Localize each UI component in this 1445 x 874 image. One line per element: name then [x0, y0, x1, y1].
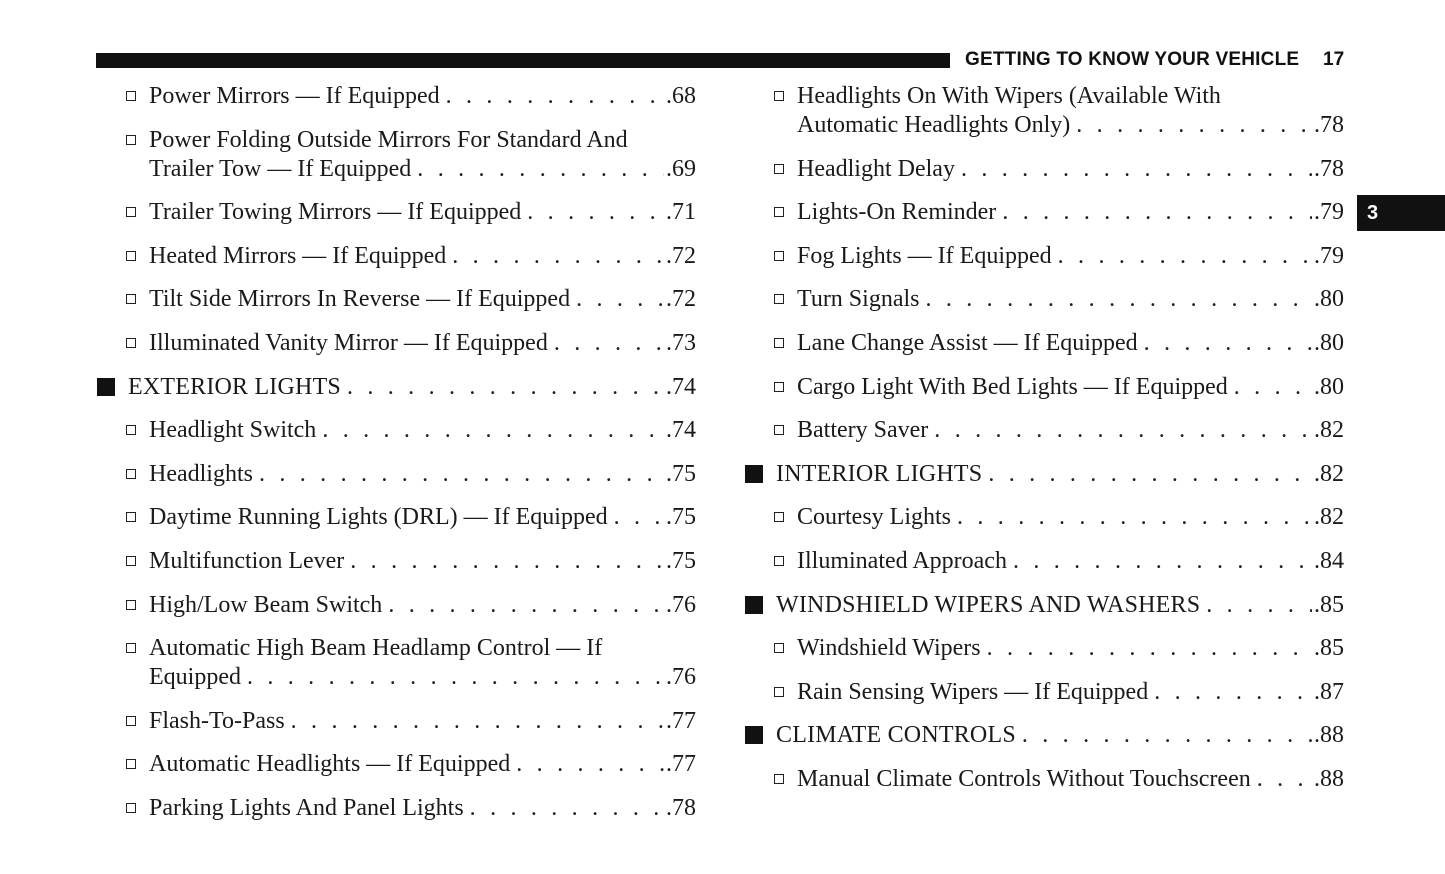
subsection-checkbox-icon [774, 91, 784, 101]
entry-page-number: .74 [666, 417, 696, 444]
toc-subsection-entry[interactable] [744, 416, 1344, 445]
entry-title: Heated Mirrors — If Equipped [149, 242, 447, 269]
entry-title-continued: Equipped [149, 664, 241, 691]
toc-subsection-entry[interactable] [744, 329, 1344, 358]
entry-page-number: .79 [1314, 242, 1344, 269]
dot-leader [934, 416, 1312, 445]
dot-leader [1013, 547, 1312, 576]
entry-page-number: .85 [1314, 591, 1344, 618]
dot-leader [925, 285, 1312, 314]
entry-page-number: .71 [666, 199, 696, 226]
dot-leader [987, 634, 1312, 663]
section-bullet-icon [745, 596, 763, 614]
entry-page-number: .73 [666, 329, 696, 356]
entry-title: Headlights On With Wipers (Available With [797, 83, 1221, 109]
section-bullet-icon [745, 726, 763, 744]
dot-leader [1076, 111, 1312, 140]
dot-leader [1144, 329, 1312, 358]
dot-leader [988, 460, 1312, 489]
dot-leader [1154, 678, 1312, 707]
chapter-number: 3 [1367, 202, 1379, 224]
dot-leader [576, 285, 664, 314]
toc-subsection-entry[interactable] [96, 591, 696, 620]
subsection-checkbox-icon [774, 774, 784, 784]
subsection-checkbox-icon [774, 425, 784, 435]
entry-page-number: .72 [666, 242, 696, 269]
entry-page-number: .72 [666, 286, 696, 313]
dot-leader [291, 707, 664, 736]
dot-leader [388, 591, 664, 620]
subsection-checkbox-icon [126, 425, 136, 435]
toc-subsection-entry[interactable] [744, 765, 1344, 794]
entry-page-number: .80 [1314, 329, 1344, 356]
dot-leader [247, 663, 664, 692]
section-bullet-icon [745, 465, 763, 483]
dot-leader [350, 547, 664, 576]
dot-leader [516, 750, 664, 779]
entry-page-number: .77 [666, 707, 696, 734]
toc-section-entry[interactable] [96, 373, 696, 402]
entry-title: WINDSHIELD WIPERS AND WASHERS [776, 591, 1201, 618]
subsection-checkbox-icon [126, 512, 136, 522]
entry-page-number: .68 [666, 83, 696, 109]
entry-title: Automatic High Beam Headlamp Control — If [149, 635, 603, 662]
toc-subsection-entry[interactable] [96, 547, 696, 576]
entry-title: Lane Change Assist — If Equipped [797, 329, 1138, 356]
entry-title: Parking Lights And Panel Lights [149, 794, 464, 821]
toc-subsection-entry[interactable] [744, 285, 1344, 314]
dot-leader [322, 416, 664, 445]
entry-title: Fog Lights — If Equipped [797, 242, 1052, 269]
entry-title: Automatic Headlights — If Equipped [149, 751, 511, 778]
subsection-checkbox-icon [774, 207, 784, 217]
chapter-tab [1357, 195, 1445, 231]
toc-subsection-entry[interactable] [96, 416, 696, 445]
dot-leader [259, 460, 664, 489]
toc-subsection-entry[interactable] [96, 126, 696, 184]
entry-title: INTERIOR LIGHTS [776, 460, 983, 487]
entry-page-number: .75 [666, 460, 696, 487]
subsection-checkbox-icon [774, 512, 784, 522]
entry-title: Turn Signals [797, 286, 920, 313]
subsection-checkbox-icon [126, 716, 136, 726]
toc-right-column [744, 82, 1344, 809]
entry-page-number: .79 [1314, 199, 1344, 226]
entry-title: Headlights [149, 460, 253, 487]
entry-page-number: .76 [666, 664, 696, 691]
header-rule [96, 53, 950, 68]
entry-title: Tilt Side Mirrors In Reverse — If Equipped [149, 286, 571, 313]
running-header-title: GETTING TO KNOW YOUR VEHICLE [965, 49, 1300, 70]
toc-subsection-entry[interactable] [96, 503, 696, 532]
dot-leader [961, 155, 1312, 184]
entry-page-number: .75 [666, 547, 696, 574]
subsection-checkbox-icon [774, 687, 784, 697]
toc-subsection-entry[interactable] [96, 285, 696, 314]
subsection-checkbox-icon [774, 556, 784, 566]
toc-subsection-entry[interactable] [96, 750, 696, 779]
entry-title: Rain Sensing Wipers — If Equipped [797, 678, 1149, 705]
section-bullet-icon [97, 378, 115, 396]
entry-page-number: .85 [1314, 635, 1344, 662]
toc-subsection-entry[interactable] [744, 547, 1344, 576]
subsection-checkbox-icon [774, 382, 784, 392]
entry-title: Cargo Light With Bed Lights — If Equipped [797, 373, 1228, 400]
entry-page-number: .82 [1314, 460, 1344, 487]
toc-subsection-entry[interactable] [96, 82, 696, 111]
entry-title: EXTERIOR LIGHTS [128, 373, 341, 400]
toc-subsection-entry[interactable] [96, 707, 696, 736]
subsection-checkbox-icon [126, 803, 136, 813]
toc-section-entry[interactable] [744, 591, 1344, 620]
dot-leader [957, 503, 1312, 532]
entry-page-number: .80 [1314, 373, 1344, 400]
entry-title: Illuminated Approach [797, 547, 1007, 574]
toc-subsection-entry[interactable] [744, 155, 1344, 184]
entry-title: High/Low Beam Switch [149, 591, 383, 618]
toc-subsection-entry[interactable] [744, 634, 1344, 663]
dot-leader [1257, 765, 1312, 794]
toc-subsection-entry[interactable] [96, 329, 696, 358]
entry-title-continued: Automatic Headlights Only) [797, 112, 1071, 138]
entry-title: Manual Climate Controls Without Touchscreen [797, 765, 1251, 792]
subsection-checkbox-icon [126, 294, 136, 304]
dot-leader [470, 794, 664, 823]
subsection-checkbox-icon [126, 251, 136, 261]
toc-subsection-entry[interactable] [744, 503, 1344, 532]
entry-title: Lights-On Reminder [797, 199, 997, 226]
subsection-checkbox-icon [774, 164, 784, 174]
entry-title: Illuminated Vanity Mirror — If Equipped [149, 329, 548, 356]
subsection-checkbox-icon [126, 600, 136, 610]
entry-page-number: .74 [666, 373, 696, 400]
entry-title: Windshield Wipers [797, 635, 981, 662]
toc-subsection-entry[interactable] [744, 198, 1344, 227]
toc-subsection-entry[interactable] [96, 460, 696, 489]
entry-page-number: .87 [1314, 678, 1344, 705]
subsection-checkbox-icon [774, 294, 784, 304]
entry-page-number: .80 [1314, 286, 1344, 313]
entry-page-number: .69 [666, 155, 696, 182]
dot-leader [446, 82, 664, 111]
dot-leader [1206, 591, 1312, 620]
toc-subsection-entry[interactable] [96, 634, 696, 692]
entry-page-number: .78 [666, 794, 696, 821]
entry-title: CLIMATE CONTROLS [776, 722, 1016, 749]
entry-title: Power Folding Outside Mirrors For Standard And [149, 126, 628, 153]
entry-title: Trailer Towing Mirrors — If Equipped [149, 199, 522, 226]
dot-leader [452, 242, 664, 271]
entry-title: Battery Saver [797, 417, 929, 444]
entry-title: Headlight Delay [797, 155, 955, 182]
subsection-checkbox-icon [126, 338, 136, 348]
entry-title: Power Mirrors — If Equipped [149, 83, 440, 109]
entry-page-number: .77 [666, 751, 696, 778]
toc-subsection-entry[interactable] [96, 242, 696, 271]
subsection-checkbox-icon [126, 207, 136, 217]
subsection-checkbox-icon [126, 556, 136, 566]
entry-title-continued: Trailer Tow — If Equipped [149, 155, 412, 182]
subsection-checkbox-icon [774, 643, 784, 653]
toc-section-entry[interactable] [744, 721, 1344, 750]
toc-subsection-entry[interactable] [96, 794, 696, 823]
subsection-checkbox-icon [126, 759, 136, 769]
entry-page-number: .78 [1314, 112, 1344, 138]
toc-section-entry[interactable] [744, 460, 1344, 489]
entry-title: Flash-To-Pass [149, 707, 285, 734]
dot-leader [554, 329, 664, 358]
dot-leader [347, 373, 664, 402]
entry-page-number: .76 [666, 591, 696, 618]
toc-subsection-entry[interactable] [744, 373, 1344, 402]
entry-page-number: .88 [1314, 722, 1344, 749]
dot-leader [1002, 198, 1312, 227]
subsection-checkbox-icon [126, 91, 136, 101]
entry-title: Courtesy Lights [797, 504, 951, 531]
page-number: 17 [1323, 49, 1345, 70]
dot-leader [1058, 242, 1312, 271]
entry-page-number: .75 [666, 504, 696, 531]
toc-subsection-entry[interactable] [744, 82, 1344, 140]
entry-page-number: .78 [1314, 155, 1344, 182]
dot-leader [1234, 373, 1312, 402]
dot-leader [614, 503, 664, 532]
subsection-checkbox-icon [126, 643, 136, 653]
entry-title: Headlight Switch [149, 417, 317, 444]
toc-left-column [96, 82, 696, 838]
entry-page-number: .82 [1314, 504, 1344, 531]
subsection-checkbox-icon [126, 135, 136, 145]
entry-page-number: .88 [1314, 765, 1344, 792]
subsection-checkbox-icon [126, 469, 136, 479]
subsection-checkbox-icon [774, 338, 784, 348]
toc-subsection-entry[interactable] [744, 678, 1344, 707]
toc-subsection-entry[interactable] [96, 198, 696, 227]
entry-title: Daytime Running Lights (DRL) — If Equipped [149, 504, 608, 531]
dot-leader [1022, 721, 1312, 750]
toc-subsection-entry[interactable] [744, 242, 1344, 271]
entry-page-number: .82 [1314, 417, 1344, 444]
dot-leader [527, 198, 664, 227]
entry-page-number: .84 [1314, 547, 1344, 574]
subsection-checkbox-icon [774, 251, 784, 261]
entry-title: Multifunction Lever [149, 547, 345, 574]
dot-leader [417, 155, 664, 184]
